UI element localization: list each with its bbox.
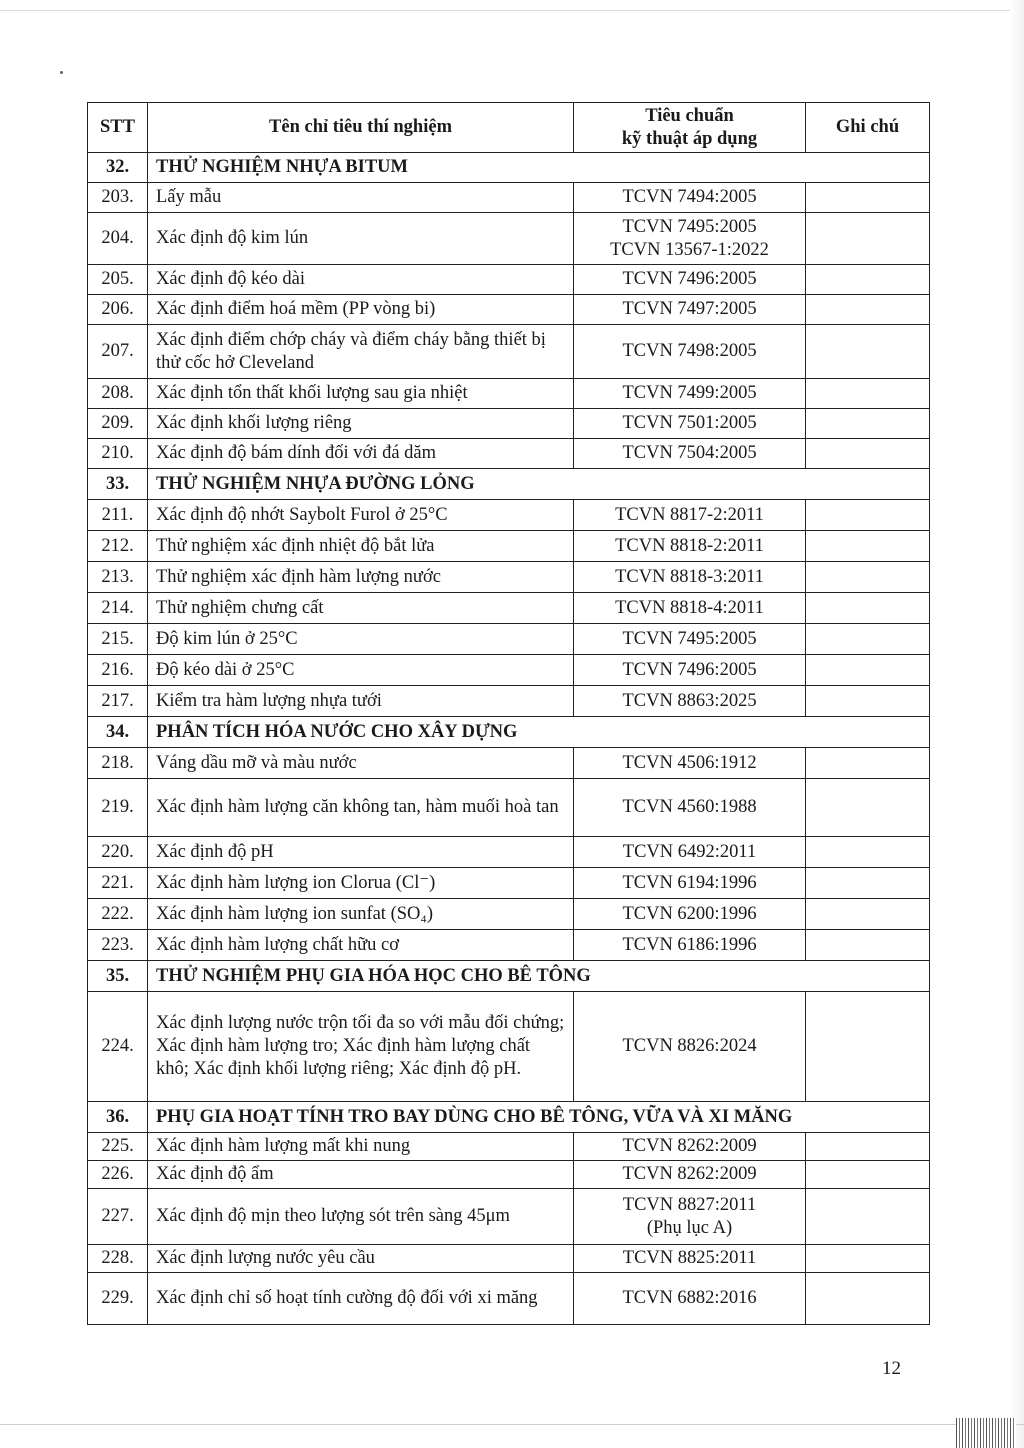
standard-code-2: TCVN 13567-1:2022 bbox=[610, 239, 769, 260]
row-number: 204. bbox=[88, 213, 148, 265]
standard-code: TCVN 8262:2009 bbox=[622, 1164, 757, 1184]
test-name: Lấy mẫu bbox=[148, 183, 574, 213]
test-name: Xác định độ kim lún bbox=[148, 213, 574, 265]
row-number: 206. bbox=[88, 295, 148, 325]
table-row bbox=[88, 624, 930, 655]
standard-cell bbox=[574, 593, 806, 624]
note-cell bbox=[806, 183, 930, 213]
row-number: 228. bbox=[88, 1245, 148, 1273]
test-standards-table bbox=[87, 102, 930, 1325]
note-cell bbox=[806, 213, 930, 265]
note-cell bbox=[806, 655, 930, 686]
standard-cell bbox=[574, 295, 806, 325]
test-name: Xác định điểm chớp cháy và điểm cháy bằng thiết bị thử cốc hở Cleveland bbox=[148, 325, 574, 379]
section-title: THỬ NGHIỆM NHỰA BITUM bbox=[148, 153, 930, 183]
standard-cell bbox=[574, 837, 806, 868]
standard-code: TCVN 7495:2005 bbox=[622, 216, 757, 237]
header-standard-line1: Tiêu chuẩn bbox=[645, 105, 734, 126]
row-number: 224. bbox=[88, 992, 148, 1102]
row-number: 215. bbox=[88, 624, 148, 655]
header-note: Ghi chú bbox=[806, 103, 930, 153]
table-row bbox=[88, 439, 930, 469]
section-row bbox=[88, 153, 930, 183]
standard-code: TCVN 7504:2005 bbox=[622, 443, 757, 463]
test-name: Xác định chỉ số hoạt tính cường độ đối với xi măng bbox=[148, 1273, 574, 1325]
test-name: Xác định lượng nước trộn tối đa so với mẫu đối chứng; Xác định hàm lượng tro; Xác định hàm lượng chất khô; Xác định khối lượng riêng; Xác định độ pH. bbox=[148, 992, 574, 1102]
standard-cell bbox=[574, 748, 806, 779]
table-row bbox=[88, 748, 930, 779]
section-number: 35. bbox=[88, 961, 148, 992]
row-number: 225. bbox=[88, 1133, 148, 1161]
note-cell bbox=[806, 409, 930, 439]
page-number: 12 bbox=[882, 1358, 901, 1379]
table-row bbox=[88, 992, 930, 1102]
standard-cell bbox=[574, 1189, 806, 1245]
note-cell bbox=[806, 1189, 930, 1245]
standard-code: TCVN 7496:2005 bbox=[622, 269, 757, 289]
section-row bbox=[88, 1102, 930, 1133]
table-row bbox=[88, 1273, 930, 1325]
table-row bbox=[88, 899, 930, 930]
table-row bbox=[88, 409, 930, 439]
standard-code: TCVN 7494:2005 bbox=[622, 187, 757, 207]
standard-cell bbox=[574, 930, 806, 961]
row-number: 222. bbox=[88, 899, 148, 930]
standard-code: TCVN 6492:2011 bbox=[622, 841, 757, 862]
section-title: THỬ NGHIỆM PHỤ GIA HÓA HỌC CHO BÊ TÔNG bbox=[148, 961, 930, 992]
scan-barcode-strip bbox=[956, 1418, 1016, 1448]
test-name: Độ kéo dài ở 25°C bbox=[148, 655, 574, 686]
standard-code: TCVN 8817-2:2011 bbox=[615, 504, 764, 525]
row-number: 229. bbox=[88, 1273, 148, 1325]
note-cell bbox=[806, 439, 930, 469]
note-cell bbox=[806, 1133, 930, 1161]
standard-code: TCVN 8825:2011 bbox=[622, 1248, 757, 1268]
standard-code: TCVN 4560:1988 bbox=[622, 797, 757, 817]
header-standard-line2: kỹ thuật áp dụng bbox=[621, 128, 758, 149]
standard-cell bbox=[574, 1245, 806, 1273]
standard-code: TCVN 7497:2005 bbox=[622, 299, 757, 319]
standard-code-2: (Phụ lục A) bbox=[646, 1217, 733, 1238]
standard-code: TCVN 8827:2011 bbox=[622, 1194, 757, 1215]
test-name: Xác định khối lượng riêng bbox=[148, 409, 574, 439]
row-number: 214. bbox=[88, 593, 148, 624]
note-cell bbox=[806, 899, 930, 930]
standard-code: TCVN 6194:1996 bbox=[622, 872, 757, 893]
table-row bbox=[88, 379, 930, 409]
standard-code: TCVN 8818-3:2011 bbox=[615, 566, 764, 587]
note-cell bbox=[806, 779, 930, 837]
standard-cell bbox=[574, 655, 806, 686]
table-row bbox=[88, 1133, 930, 1161]
row-number: 221. bbox=[88, 868, 148, 899]
section-number: 33. bbox=[88, 469, 148, 500]
test-name: Xác định độ ẩm bbox=[148, 1161, 574, 1189]
note-cell bbox=[806, 1161, 930, 1189]
note-cell bbox=[806, 837, 930, 868]
test-name: Xác định lượng nước yêu cầu bbox=[148, 1245, 574, 1273]
standard-cell bbox=[574, 439, 806, 469]
section-number: 36. bbox=[88, 1102, 148, 1133]
table-row bbox=[88, 213, 930, 265]
table-header-row bbox=[88, 103, 930, 153]
scan-speck bbox=[60, 71, 63, 74]
row-number: 226. bbox=[88, 1161, 148, 1189]
section-title: THỬ NGHIỆM NHỰA ĐƯỜNG LỎNG bbox=[148, 469, 930, 500]
standard-cell bbox=[574, 500, 806, 531]
table-row bbox=[88, 295, 930, 325]
row-number: 223. bbox=[88, 930, 148, 961]
row-number: 207. bbox=[88, 325, 148, 379]
test-name: Kiểm tra hàm lượng nhựa tưới bbox=[148, 686, 574, 717]
row-number: 205. bbox=[88, 265, 148, 295]
standard-code: TCVN 7499:2005 bbox=[622, 383, 757, 403]
note-cell bbox=[806, 500, 930, 531]
section-number: 32. bbox=[88, 153, 148, 183]
standard-cell bbox=[574, 531, 806, 562]
standard-cell bbox=[574, 992, 806, 1102]
section-title: PHỤ GIA HOẠT TÍNH TRO BAY DÙNG CHO BÊ TÔNG, VỮA VÀ XI MĂNG bbox=[148, 1102, 930, 1133]
table-row bbox=[88, 183, 930, 213]
row-number: 212. bbox=[88, 531, 148, 562]
table-row bbox=[88, 562, 930, 593]
section-row bbox=[88, 961, 930, 992]
test-name: Thử nghiệm xác định hàm lượng nước bbox=[148, 562, 574, 593]
standard-code: TCVN 4506:1912 bbox=[622, 752, 757, 773]
note-cell bbox=[806, 1273, 930, 1325]
row-number: 209. bbox=[88, 409, 148, 439]
standard-cell bbox=[574, 213, 806, 265]
table-body bbox=[88, 153, 930, 1325]
row-number: 219. bbox=[88, 779, 148, 837]
row-number: 208. bbox=[88, 379, 148, 409]
row-number: 220. bbox=[88, 837, 148, 868]
standard-code: TCVN 8863:2025 bbox=[622, 690, 757, 711]
table-row bbox=[88, 655, 930, 686]
row-number: 210. bbox=[88, 439, 148, 469]
section-title: PHÂN TÍCH HÓA NƯỚC CHO XÂY DỰNG bbox=[148, 717, 930, 748]
standard-code: TCVN 8818-4:2011 bbox=[615, 597, 764, 618]
standard-code: TCVN 7498:2005 bbox=[622, 341, 757, 361]
test-name: Xác định độ pH bbox=[148, 837, 574, 868]
test-name: Thử nghiệm xác định nhiệt độ bắt lửa bbox=[148, 531, 574, 562]
section-row bbox=[88, 469, 930, 500]
note-cell bbox=[806, 624, 930, 655]
row-number: 227. bbox=[88, 1189, 148, 1245]
note-cell bbox=[806, 593, 930, 624]
test-name: Xác định hàm lượng mất khi nung bbox=[148, 1133, 574, 1161]
header-test-name: Tên chỉ tiêu thí nghiệm bbox=[148, 103, 574, 153]
section-number: 34. bbox=[88, 717, 148, 748]
table-row bbox=[88, 930, 930, 961]
test-name: Xác định độ bám dính đối với đá dăm bbox=[148, 439, 574, 469]
test-name: Thử nghiệm chưng cất bbox=[148, 593, 574, 624]
table-row bbox=[88, 1245, 930, 1273]
table-row bbox=[88, 779, 930, 837]
test-name: Váng dầu mỡ và màu nước bbox=[148, 748, 574, 779]
table-row bbox=[88, 593, 930, 624]
note-cell bbox=[806, 531, 930, 562]
header-stt: STT bbox=[88, 103, 148, 153]
test-name: Xác định hàm lượng ion Clorua (Cl⁻) bbox=[148, 868, 574, 899]
standard-code: TCVN 8262:2009 bbox=[622, 1136, 757, 1156]
standard-code: TCVN 7495:2005 bbox=[622, 628, 757, 649]
standard-cell bbox=[574, 899, 806, 930]
standard-cell bbox=[574, 624, 806, 655]
test-name: Xác định độ kéo dài bbox=[148, 265, 574, 295]
standard-cell bbox=[574, 379, 806, 409]
note-cell bbox=[806, 930, 930, 961]
test-name: Xác định độ mịn theo lượng sót trên sàng 45μm bbox=[148, 1189, 574, 1245]
scan-right-edge bbox=[1010, 0, 1024, 1448]
note-cell bbox=[806, 1245, 930, 1273]
section-row bbox=[88, 717, 930, 748]
note-cell bbox=[806, 295, 930, 325]
table-row bbox=[88, 837, 930, 868]
note-cell bbox=[806, 325, 930, 379]
note-cell bbox=[806, 686, 930, 717]
note-cell bbox=[806, 265, 930, 295]
note-cell bbox=[806, 562, 930, 593]
scan-bottom-line bbox=[0, 1424, 1024, 1425]
note-cell bbox=[806, 868, 930, 899]
standard-cell bbox=[574, 779, 806, 837]
row-number: 216. bbox=[88, 655, 148, 686]
standard-code: TCVN 6186:1996 bbox=[622, 934, 757, 955]
standard-code: TCVN 6882:2016 bbox=[622, 1288, 757, 1308]
table-row bbox=[88, 531, 930, 562]
standard-cell bbox=[574, 183, 806, 213]
row-number: 213. bbox=[88, 562, 148, 593]
note-cell bbox=[806, 992, 930, 1102]
standard-code: TCVN 8826:2024 bbox=[622, 1036, 757, 1056]
header-standard bbox=[574, 103, 806, 153]
test-name: Xác định hàm lượng chất hữu cơ bbox=[148, 930, 574, 961]
test-name: Xác định điểm hoá mềm (PP vòng bi) bbox=[148, 295, 574, 325]
standard-code: TCVN 6200:1996 bbox=[622, 903, 757, 924]
row-number: 218. bbox=[88, 748, 148, 779]
table-row bbox=[88, 500, 930, 531]
standard-cell bbox=[574, 1133, 806, 1161]
standard-code: TCVN 8818-2:2011 bbox=[615, 535, 764, 556]
row-number: 211. bbox=[88, 500, 148, 531]
note-cell bbox=[806, 748, 930, 779]
table-row bbox=[88, 265, 930, 295]
standard-cell bbox=[574, 562, 806, 593]
note-cell bbox=[806, 379, 930, 409]
standard-cell bbox=[574, 1273, 806, 1325]
table-row bbox=[88, 1161, 930, 1189]
test-name: Xác định hàm lượng căn không tan, hàm muối hoà tan bbox=[148, 779, 574, 837]
table-row bbox=[88, 868, 930, 899]
standard-cell bbox=[574, 265, 806, 295]
table-row bbox=[88, 1189, 930, 1245]
scan-top-line bbox=[0, 10, 1024, 11]
standard-cell bbox=[574, 325, 806, 379]
test-name: Xác định tổn thất khối lượng sau gia nhiệt bbox=[148, 379, 574, 409]
row-number: 217. bbox=[88, 686, 148, 717]
test-name: Xác định độ nhớt Saybolt Furol ở 25°C bbox=[148, 500, 574, 531]
standard-code: TCVN 7501:2005 bbox=[622, 413, 757, 433]
table-row bbox=[88, 686, 930, 717]
row-number: 203. bbox=[88, 183, 148, 213]
test-name: Độ kim lún ở 25°C bbox=[148, 624, 574, 655]
standard-cell bbox=[574, 686, 806, 717]
table-row bbox=[88, 325, 930, 379]
standard-cell bbox=[574, 409, 806, 439]
test-name: Xác định hàm lượng ion sunfat (SO₄) bbox=[148, 899, 574, 930]
standard-cell bbox=[574, 1161, 806, 1189]
standard-code: TCVN 7496:2005 bbox=[622, 659, 757, 680]
standard-cell bbox=[574, 868, 806, 899]
